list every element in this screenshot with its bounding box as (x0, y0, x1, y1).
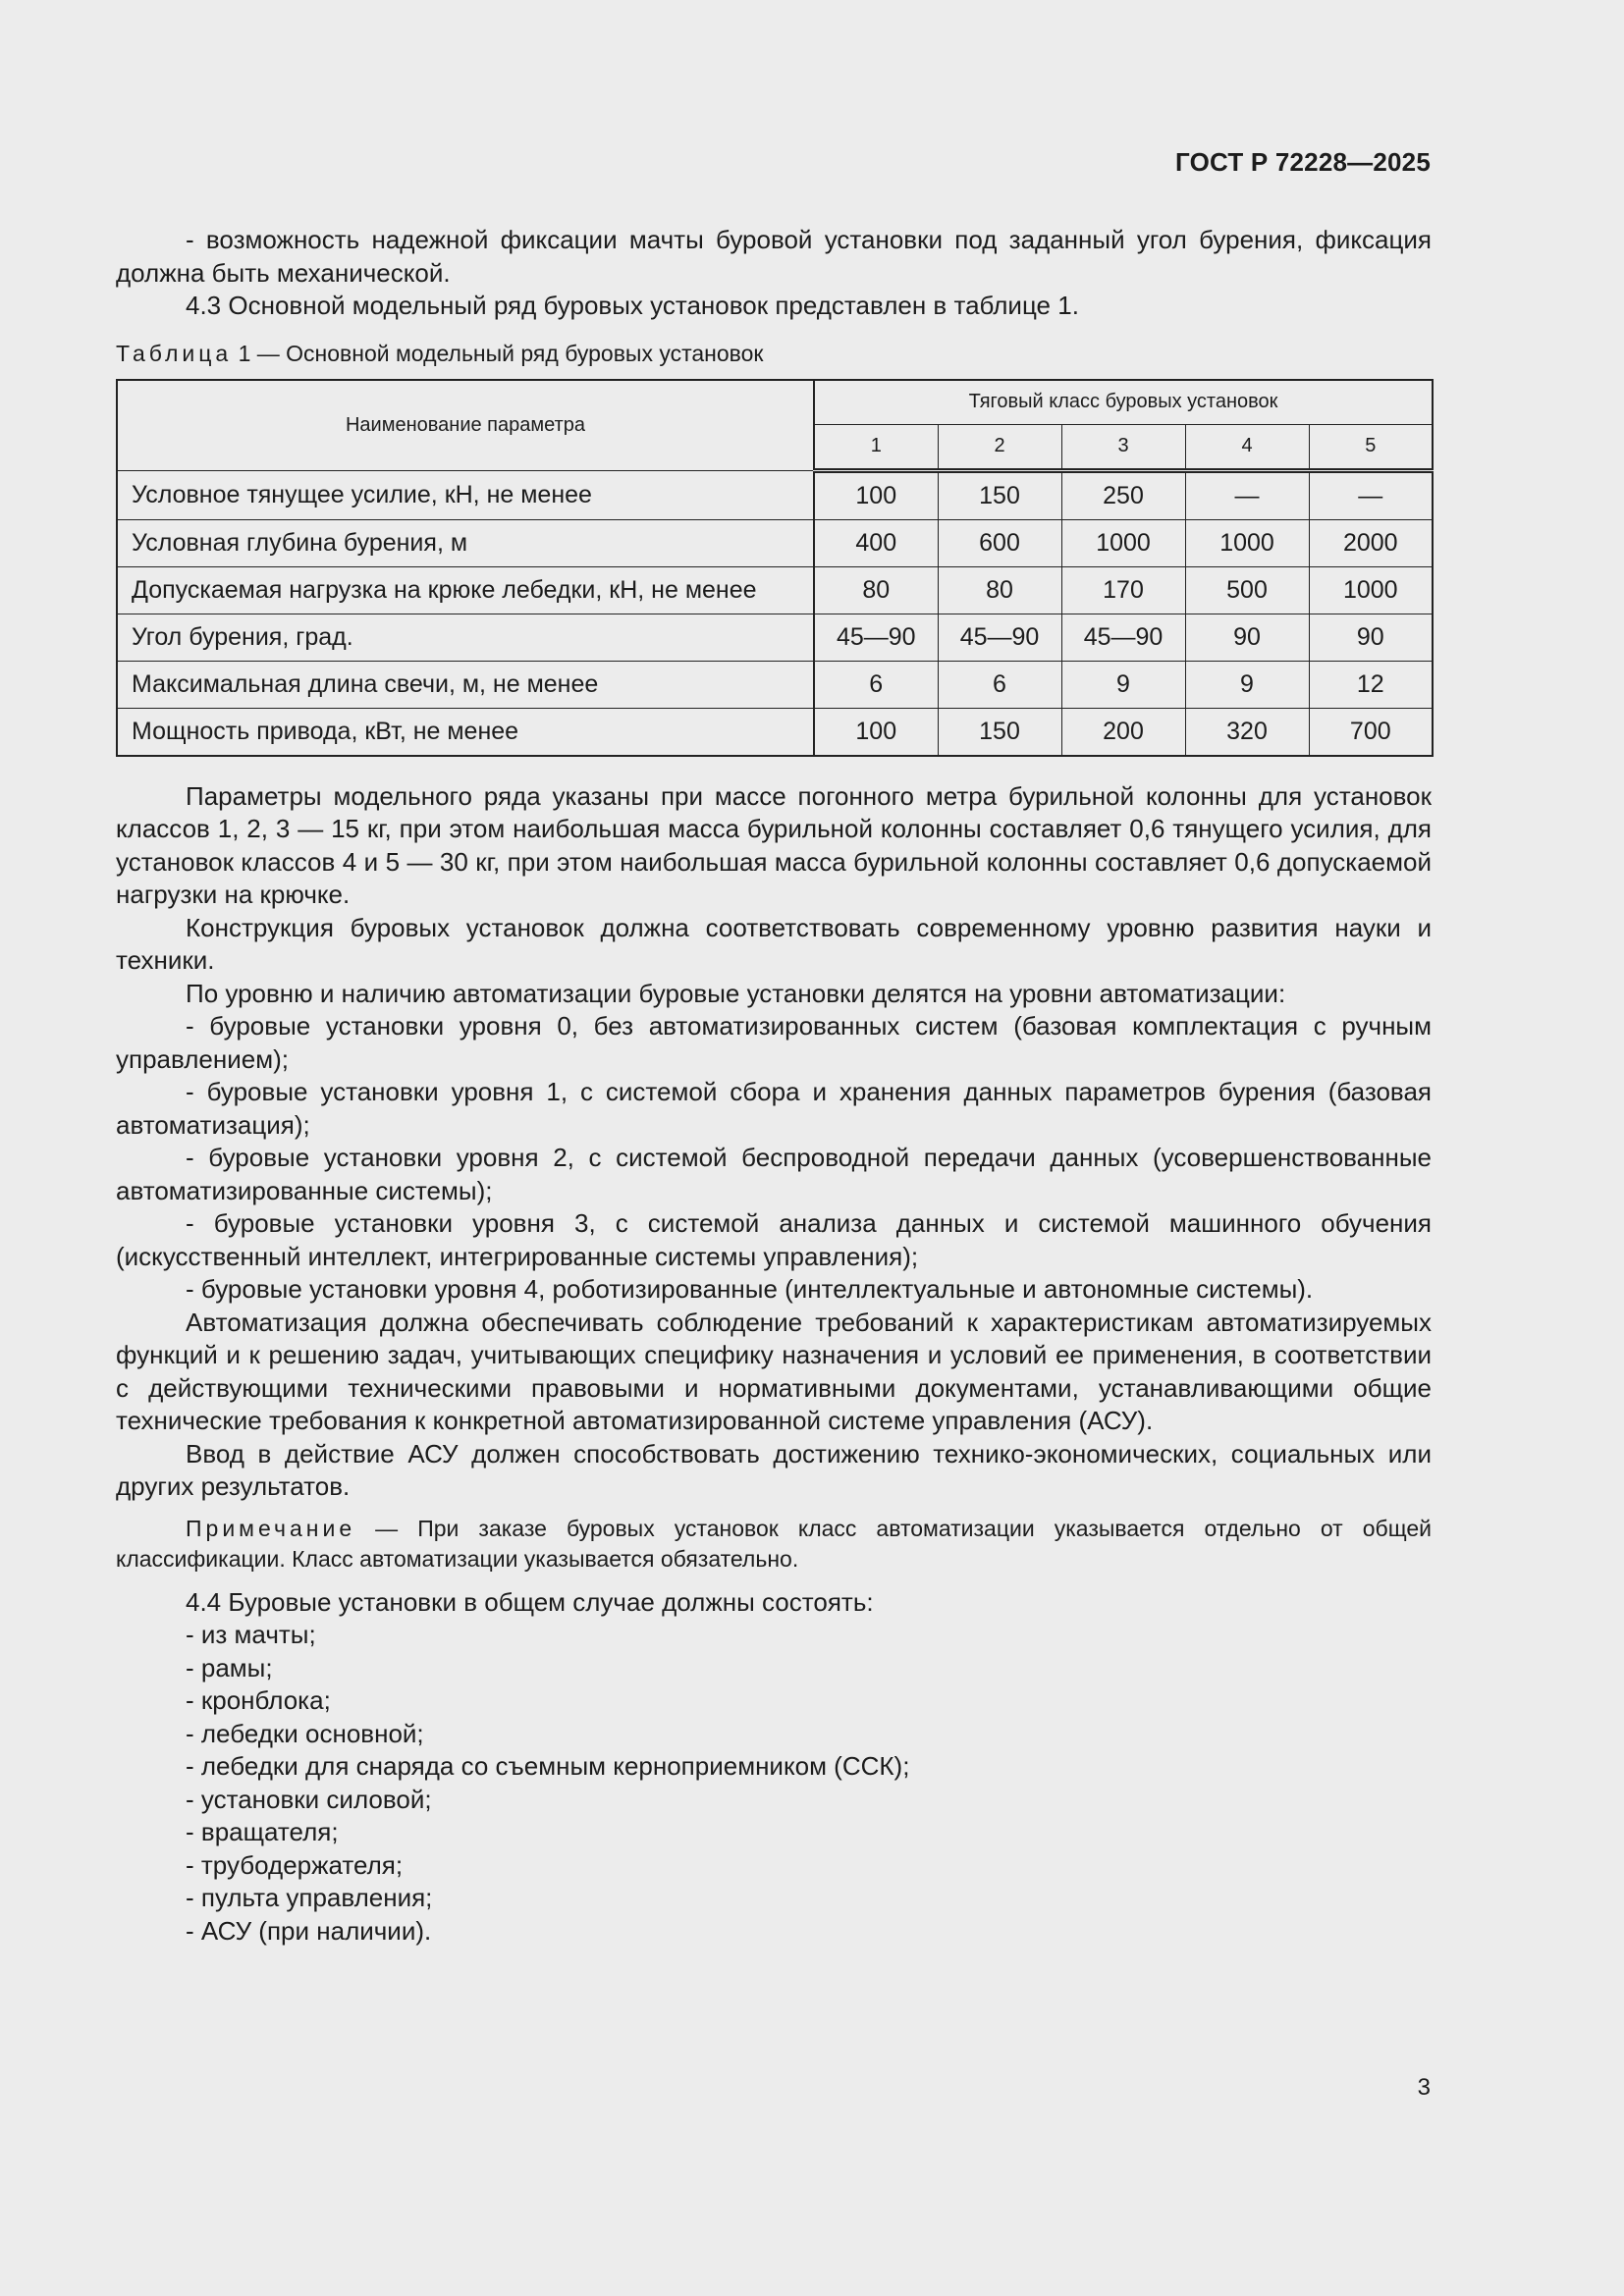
row-label: Мощность привода, кВт, не менее (117, 708, 814, 756)
row-label: Условная глубина бурения, м (117, 519, 814, 566)
list-item: - трубодержателя; (186, 1849, 404, 1880)
list-item: - буровые установки уровня 4, роботизированные (интеллектуальные и автономные системы). (186, 1274, 1314, 1304)
table-cell: 250 (1061, 470, 1185, 519)
automation-requirements-paragraph: Автоматизация должна обеспечивать соблюдение требований к характеристикам автоматизируемых функций и к решению задач, учитывающих специфику назначения и условий ее применения, в соответствии с действующими техническими правовыми и нормативными документами, устанавливающими общие технические требования к конкретной автоматизированной системе управления (АСУ). (116, 1307, 1432, 1435)
table-caption (116, 341, 1432, 367)
table-cell: 400 (814, 519, 938, 566)
class-header-5: 5 (1309, 424, 1433, 470)
traction-class-header: Тяговый класс буровых установок (814, 380, 1433, 425)
table-row (117, 708, 1433, 756)
page-number: 3 (1417, 2074, 1431, 2101)
table-cell: 80 (814, 566, 938, 614)
list-item: - лебедки основной; (186, 1718, 424, 1748)
table-cell: 150 (938, 470, 1061, 519)
note-block (116, 1514, 1432, 1575)
note-text: — При заказе буровых установок класс автоматизации указывается отдельно от общей классификации. Класс автоматизации указывается обязательно. (116, 1515, 1432, 1572)
body-text (116, 780, 1432, 1504)
list-item: - АСУ (при наличии). (186, 1915, 432, 1946)
table-cell: 1000 (1185, 519, 1309, 566)
row-label: Условное тянущее усилие, кН, не менее (117, 470, 814, 519)
table-cell: 1000 (1061, 519, 1185, 566)
row-label: Максимальная длина свечи, м, не менее (117, 661, 814, 708)
parameters-paragraph: Параметры модельного ряда указаны при массе погонного метра бурильной колонны для установок классов 1, 2, 3 — 15 кг, при этом наибольшая масса бурильной колонны составляет 0,6 тянущего усилия, для установок классов 4 и 5 — 30 кг, при этом наибольшая масса бурильной колонны составляет 0,6 допускаемой нагрузки на крючке. (116, 780, 1432, 909)
model-range-table (116, 379, 1434, 757)
section-4-4 (116, 1586, 1432, 1949)
table-row (117, 614, 1433, 661)
document-id-header: ГОСТ Р 72228—2025 (1175, 147, 1431, 177)
table-cell: 320 (1185, 708, 1309, 756)
table-cell: 12 (1309, 661, 1433, 708)
list-item: - буровые установки уровня 3, с системой анализа данных и системой машинного обучения (искусственный интеллект, интегрированные системы управления); (116, 1208, 1432, 1271)
table-cell: 100 (814, 708, 938, 756)
table-cell: 45—90 (938, 614, 1061, 661)
list-item: - из мачты; (186, 1620, 316, 1649)
page-content (116, 224, 1432, 1948)
section-4-4-intro: 4.4 Буровые установки в общем случае должны состоять: (186, 1586, 874, 1617)
class-header-1: 1 (814, 424, 938, 470)
table-cell: 90 (1185, 614, 1309, 661)
note-label: Примечание (186, 1515, 356, 1541)
table-row (117, 566, 1433, 614)
list-item: - буровые установки уровня 1, с системой сбора и хранения данных параметров бурения (базовая автоматизация); (116, 1077, 1432, 1140)
table-cell: 45—90 (1061, 614, 1185, 661)
list-item: - пульта управления; (186, 1883, 433, 1912)
automation-levels-intro: По уровню и наличию автоматизации буровые установки делятся на уровни автоматизации: (186, 978, 1286, 1008)
section-4-3-paragraph: 4.3 Основной модельный ряд буровых установок представлен в таблице 1. (186, 291, 1079, 320)
table-cell: 170 (1061, 566, 1185, 614)
table-cell: 45—90 (814, 614, 938, 661)
list-item: - лебедки для снаряда со съемным керноприемником (ССК); (186, 1751, 910, 1781)
table-cell: 90 (1309, 614, 1433, 661)
class-header-2: 2 (938, 424, 1061, 470)
list-item: - вращателя; (186, 1817, 339, 1846)
table-cell: 500 (1185, 566, 1309, 614)
table-caption-title: 1 — Основной модельный ряд буровых установок (232, 340, 764, 366)
row-label: Угол бурения, град. (117, 614, 814, 661)
automation-levels-list (116, 1010, 1432, 1307)
table-cell: 9 (1185, 661, 1309, 708)
table-cell: 80 (938, 566, 1061, 614)
class-header-3: 3 (1061, 424, 1185, 470)
table-row (117, 661, 1433, 708)
table-row (117, 519, 1433, 566)
table-cell: 6 (938, 661, 1061, 708)
list-item: - рамы; (186, 1652, 273, 1682)
table-cell: 2000 (1309, 519, 1433, 566)
table-cell: — (1309, 470, 1433, 519)
table-cell: 700 (1309, 708, 1433, 756)
table-row (117, 470, 1433, 519)
design-paragraph: Конструкция буровых установок должна соответствовать современному уровню развития науки и техники. (116, 912, 1432, 975)
list-item: - кронблока; (186, 1685, 331, 1715)
row-label: Допускаемая нагрузка на крюке лебедки, кН, не менее (117, 566, 814, 614)
asu-commissioning-paragraph: Ввод в действие АСУ должен способствовать достижению технико-экономических, социальных или других результатов. (116, 1438, 1432, 1501)
bullet-continuation: - возможность надежной фиксации мачты буровой установки под заданный угол бурения, фиксация должна быть механической. (116, 225, 1432, 288)
table-cell: 6 (814, 661, 938, 708)
table-cell: 1000 (1309, 566, 1433, 614)
table-cell: 200 (1061, 708, 1185, 756)
table-caption-label: Таблица (116, 340, 233, 366)
list-item: - буровые установки уровня 0, без автоматизированных систем (базовая комплектация с ручным управлением); (116, 1011, 1432, 1074)
table-cell: 9 (1061, 661, 1185, 708)
class-header-4: 4 (1185, 424, 1309, 470)
table-cell: — (1185, 470, 1309, 519)
table-cell: 600 (938, 519, 1061, 566)
table-cell: 100 (814, 470, 938, 519)
list-item: - установки силовой; (186, 1784, 432, 1814)
list-item: - буровые установки уровня 2, с системой беспроводной передачи данных (усовершенствованные автоматизированные системы); (116, 1143, 1432, 1205)
table-cell: 150 (938, 708, 1061, 756)
param-name-header: Наименование параметра (117, 380, 814, 471)
